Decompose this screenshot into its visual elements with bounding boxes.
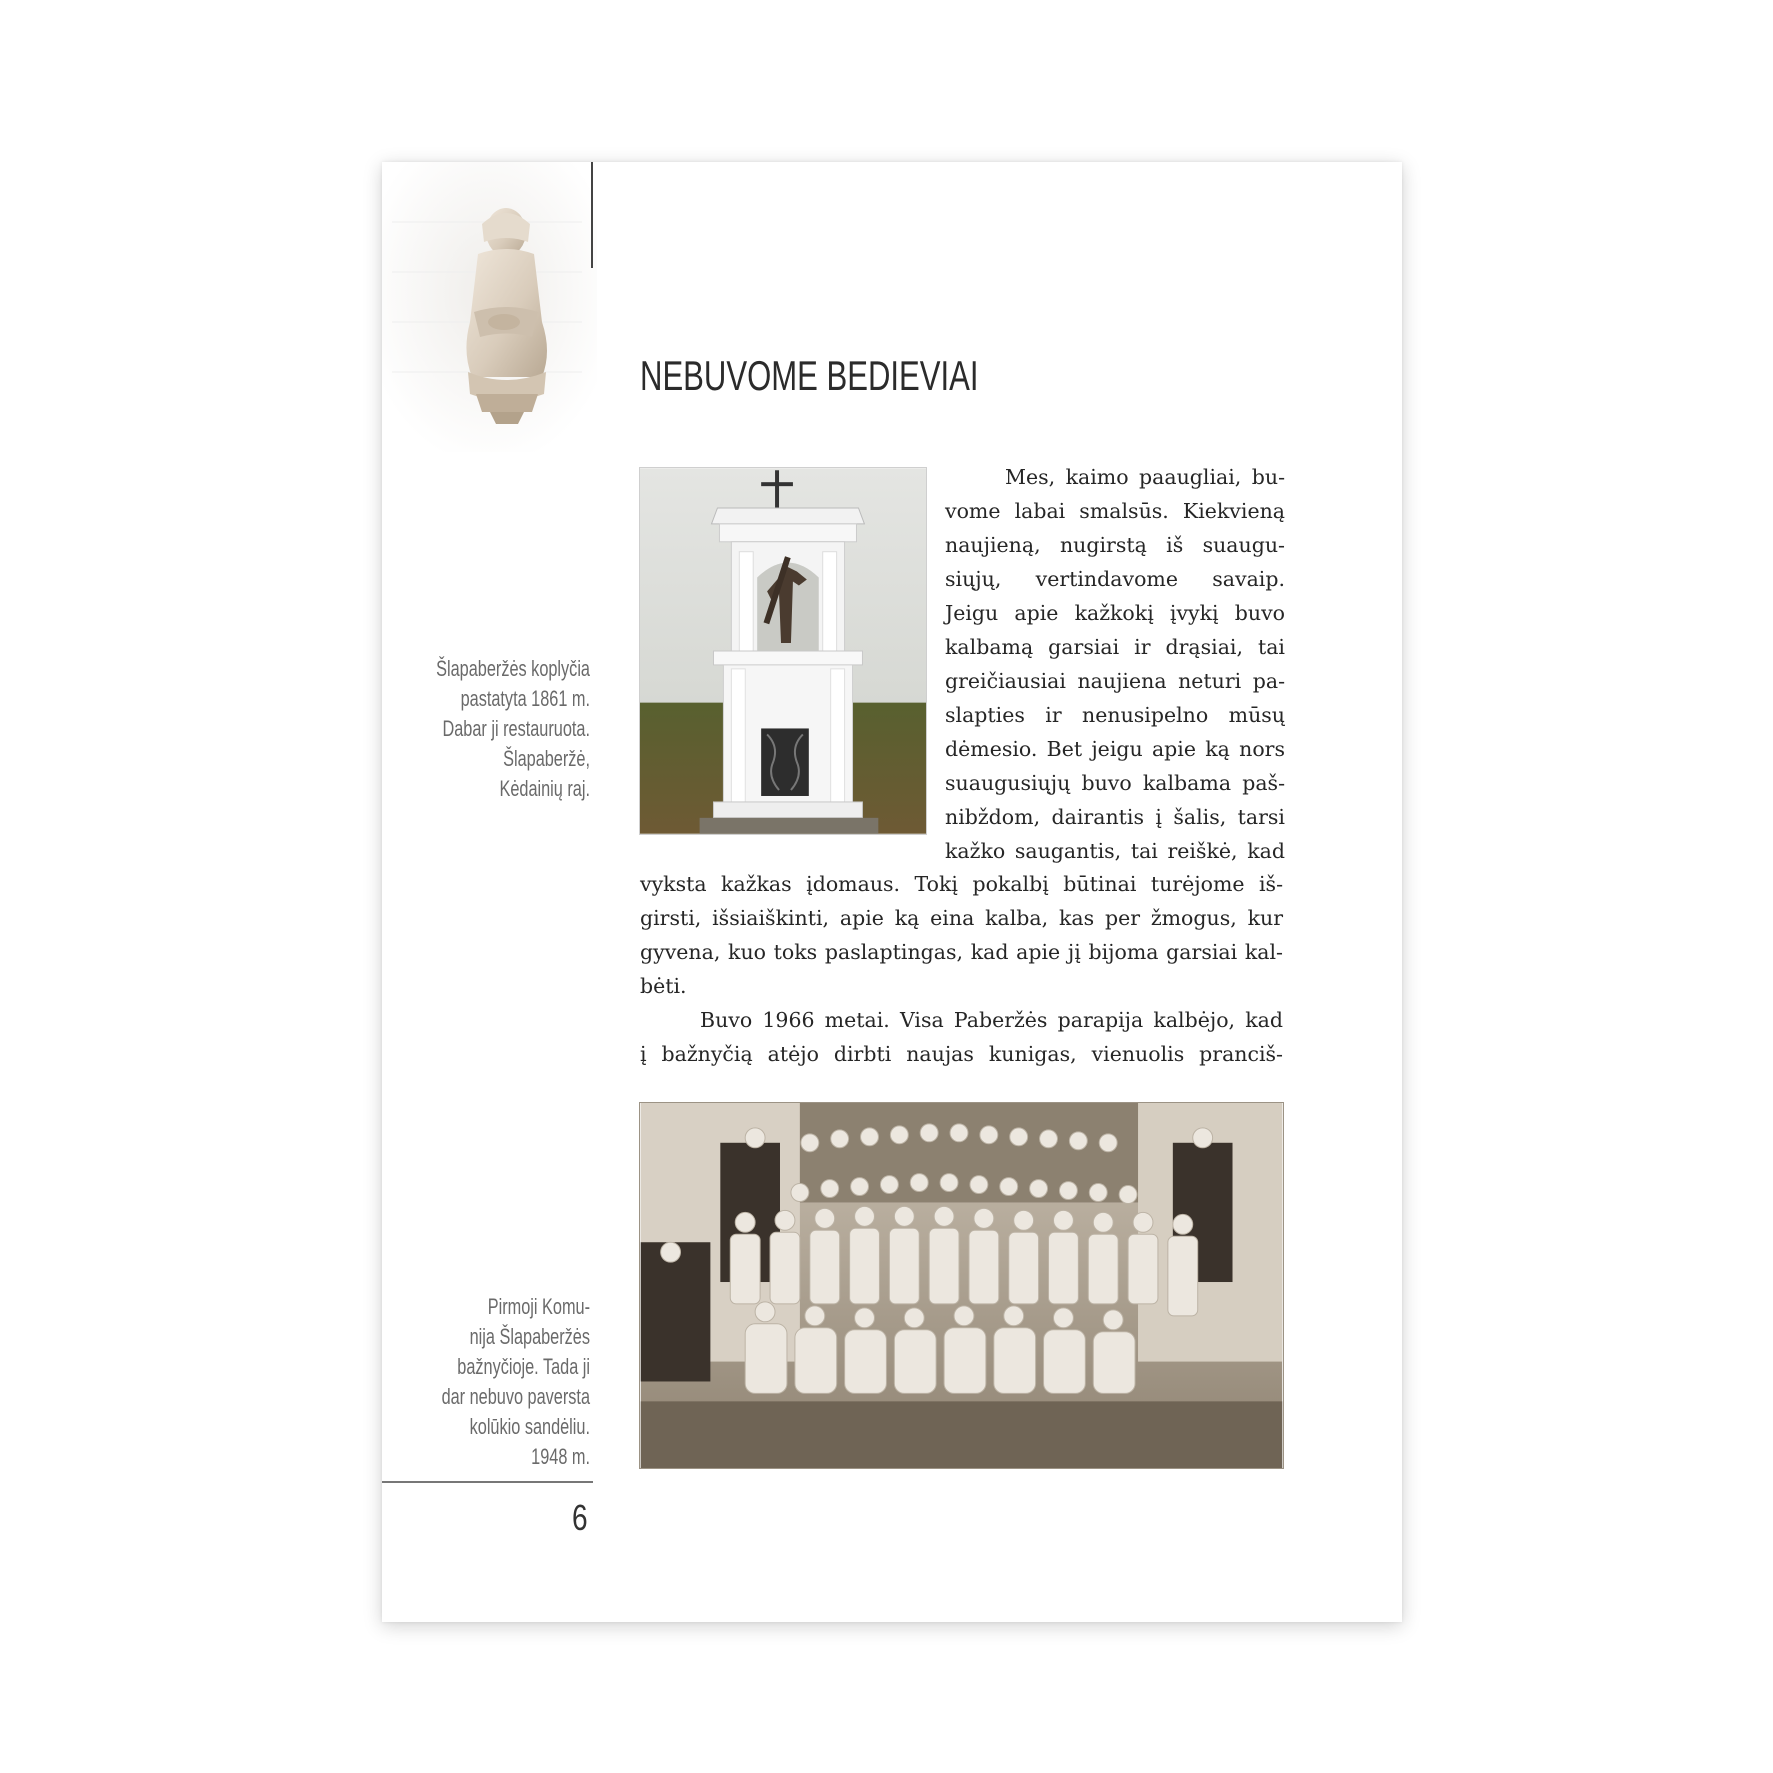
body-line: slapties ir nenusipelno mūsų (945, 703, 1285, 727)
caption-line: bažnyčioje. Tada ji (457, 1354, 590, 1379)
statue-image (382, 162, 597, 452)
book-page (382, 162, 1402, 1622)
body-line: naujieną, nugirstą iš suaugu- (945, 533, 1285, 557)
body-line: Buvo 1966 metai. Visa Paberžės parapija kalbėjo, kad (700, 1008, 1283, 1032)
body-line: į bažnyčią atėjo dirbti naujas kunigas, vienuolis pranciš- (640, 1042, 1283, 1066)
body-line: kalbamą garsiai ir drąsiai, tai (945, 635, 1285, 659)
caption-line: Kėdainių raj. (499, 776, 590, 801)
caption-line: Dabar ji restauruota. (442, 716, 590, 741)
body-line: bėti. (640, 974, 687, 998)
body-line: Jeigu apie kažkokį įvykį buvo (945, 601, 1285, 625)
body-line: kažko saugantis, tai reiškė, kad (945, 839, 1285, 863)
caption-line: dar nebuvo paversta (441, 1384, 590, 1409)
chapter-title: NEBUVOME BEDIEVIAI (640, 352, 979, 399)
caption-line: Pirmoji Komu- (487, 1294, 590, 1319)
caption-line: pastatyta 1861 m. (460, 686, 590, 711)
chapel-photo (639, 467, 927, 835)
caption-line: kolūkio sandėliu. (469, 1414, 590, 1439)
body-line: dėmesio. Bet jeigu apie ką nors (945, 737, 1285, 761)
body-text-narrow-column (945, 460, 1285, 868)
margin-rule-top (591, 162, 593, 268)
body-line: nibždom, dairantis į šalis, tarsi (945, 805, 1285, 829)
communion-caption (389, 1292, 590, 1472)
caption-line: Šlapaberžės koplyčia (436, 656, 590, 681)
body-line: suaugusiųjų buvo kalbama paš- (945, 771, 1285, 795)
body-line: Mes, kaimo paaugliai, bu- (1005, 465, 1285, 489)
page-number: 6 (572, 1497, 588, 1538)
body-line: gyvena, kuo toks paslaptingas, kad apie jį bijoma garsiai kal- (640, 940, 1283, 964)
body-line: vome labai smalsūs. Kiekvieną (945, 499, 1285, 523)
chapel-caption (389, 654, 590, 804)
body-text-wide-column (640, 867, 1283, 1071)
body-line: girsti, išsiaiškinti, apie ką eina kalba, kas per žmogus, kur (640, 906, 1283, 930)
caption-line: 1948 m. (531, 1444, 590, 1469)
caption-line: Šlapaberžė, (503, 746, 590, 771)
body-line: siųjų, vertindavome savaip. (945, 567, 1285, 591)
margin-rule-bottom (382, 1481, 593, 1483)
body-line: vyksta kažkas įdomaus. Tokį pokalbį būtinai turėjome iš- (640, 872, 1283, 896)
caption-line: nija Šlapaberžės (469, 1324, 590, 1349)
body-line: greičiausiai naujiena neturi pa- (945, 669, 1285, 693)
first-communion-photo (639, 1102, 1284, 1469)
